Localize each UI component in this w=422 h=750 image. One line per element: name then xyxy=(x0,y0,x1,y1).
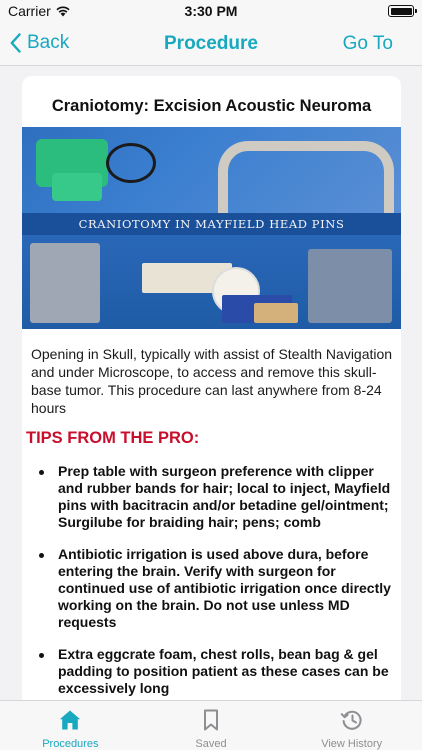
tab-view-history[interactable] xyxy=(281,701,422,750)
tip-item: Extra eggcrate foam, chest rolls, bean bag & gel padding to position patient as these cases can be excessively long xyxy=(36,646,392,697)
tab-bar xyxy=(0,700,422,750)
clock: 3:30 PM xyxy=(184,3,238,19)
procedure-description: Opening in Skull, typically with assist of Stealth Navigation and under Microscope, to access and remove this skull-base tumor. This procedure can last anywhere from 8-24 hours xyxy=(31,346,393,416)
procedure-photo xyxy=(22,127,401,329)
photo-caption-banner xyxy=(22,213,401,235)
tab-label: Saved xyxy=(195,738,227,750)
tip-item: Prep table with surgeon preference with clipper and rubber bands for hair; local to inject, Mayfield pins with bacitracin and/or betadine gel/ointment; Surgilube for braiding hair; pens; comb xyxy=(36,463,392,531)
content-scroll-area[interactable] xyxy=(0,67,422,700)
tab-saved[interactable] xyxy=(141,701,282,750)
tip-item: Antibiotic irrigation is used above dura, before entering the brain. Verify with surgeon for continued use of antibiotic irrigation once directly working on the brain. Do not use unless MD requests xyxy=(36,546,392,631)
tips-heading: TIPS FROM THE PRO: xyxy=(26,429,200,447)
go-to-button[interactable]: Go To xyxy=(342,33,393,54)
tab-label: Procedures xyxy=(42,738,99,750)
navigation-bar xyxy=(0,22,422,66)
carrier-label: Carrier xyxy=(8,3,51,19)
procedure-title: Craniotomy: Excision Acoustic Neuroma xyxy=(51,97,372,115)
tips-list xyxy=(36,463,392,700)
tab-procedures[interactable] xyxy=(0,701,141,750)
photo-caption: CRANIOTOMY IN MAYFIELD HEAD PINS xyxy=(78,217,345,231)
status-bar xyxy=(0,0,422,22)
procedure-card xyxy=(22,76,401,700)
battery-icon xyxy=(388,5,414,17)
page-title: Procedure xyxy=(164,33,258,54)
history-icon xyxy=(340,708,364,732)
back-label: Back xyxy=(27,32,70,53)
bookmark-icon xyxy=(199,708,223,732)
tab-label: View History xyxy=(321,738,383,750)
home-icon xyxy=(58,708,82,732)
